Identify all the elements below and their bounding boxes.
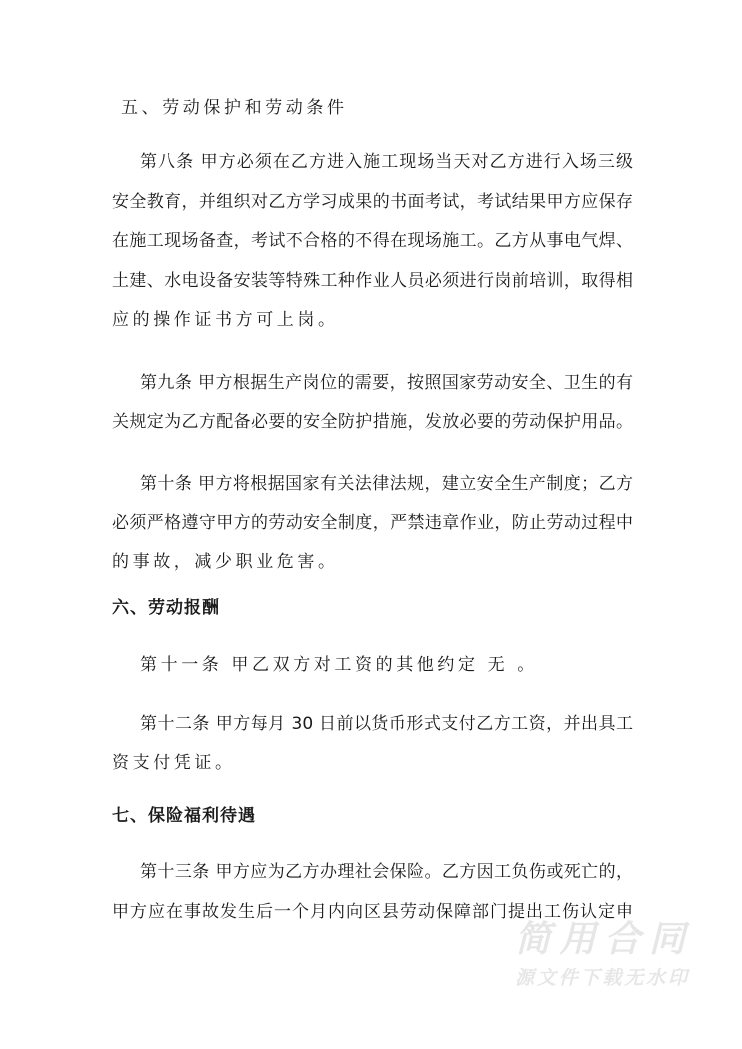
- article-8-line: 安全教育，并组织对乙方学习成果的书面考试，考试结果甲方应保存: [112, 192, 633, 212]
- article-9-line: 关规定为乙方配备必要的安全防护措施，发放必要的劳动保护用品。: [112, 412, 633, 432]
- article-11-line: 第十一条 甲乙双方对工资的其他约定 无 。: [140, 655, 538, 675]
- article-8-line: 土建、水电设备安装等特殊工种作业人员必须进行岗前培训，取得相: [112, 271, 633, 291]
- article-8-line: 应的操作证书方可上岗。: [112, 310, 339, 330]
- article-13-line: 第十三条 甲方应为乙方办理社会保险。乙方因工负伤或死亡的，: [140, 862, 633, 882]
- section-heading-insurance: 七、保险福利待遇: [112, 806, 256, 826]
- watermark-logo: 简用合同: [515, 919, 687, 960]
- article-12-line: 第十二条 甲方每月 30 日前以货币形式支付乙方工资，并出具工: [140, 714, 633, 734]
- section-heading-remuneration: 六、劳动报酬: [112, 598, 220, 618]
- article-8-line: 第八条 甲方必须在乙方进入施工现场当天对乙方进行入场三级: [140, 152, 633, 172]
- article-10-line: 必须严格遵守甲方的劳动安全制度，严禁违章作业，防止劳动过程中: [112, 513, 633, 533]
- watermark-subtitle: 源文件下载无水印: [515, 967, 687, 989]
- article-8-line: 在施工现场备查，考试不合格的不得在现场施工。乙方从事电气焊、: [112, 231, 633, 251]
- article-12-line: 资支付凭证。: [112, 753, 236, 773]
- article-13-line: 甲方应在事故发生后一个月内向区县劳动保障部门提出工伤认定申: [112, 902, 633, 922]
- article-10-line: 第十条 甲方将根据国家有关法律法规，建立安全生产制度；乙方: [140, 474, 633, 494]
- article-10-line: 的事故，减少职业危害。: [112, 552, 339, 572]
- article-9-line: 第九条 甲方根据生产岗位的需要，按照国家劳动安全、卫生的有: [140, 373, 633, 393]
- section-heading-labor-protection: 五、劳动保护和劳动条件: [121, 98, 348, 118]
